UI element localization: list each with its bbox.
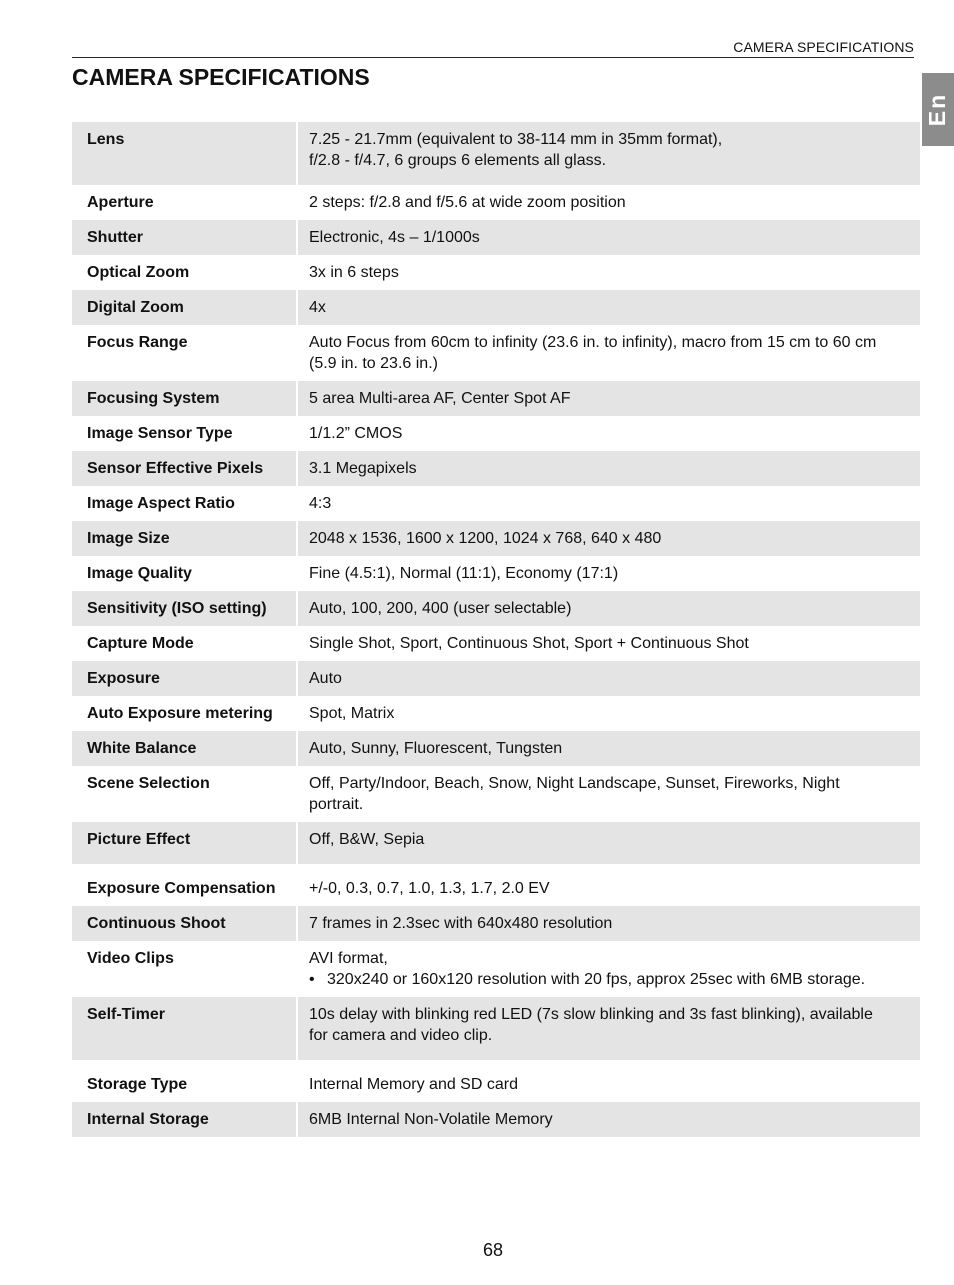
spec-value bbox=[298, 731, 920, 766]
spec-value-line: 1/1.2” CMOS bbox=[309, 425, 403, 442]
spec-value-line: Auto Focus from 60cm to infinity (23.6 in. to infinity), macro from 15 cm to 60 cm bbox=[309, 334, 877, 351]
spec-value-line: f/2.8 - f/4.7, 6 groups 6 elements all glass. bbox=[309, 152, 607, 169]
spec-value-line: for camera and video clip. bbox=[309, 1027, 493, 1044]
spec-value-line: 3x in 6 steps bbox=[309, 264, 399, 281]
spec-value-bullet bbox=[309, 969, 916, 990]
spec-row bbox=[72, 486, 920, 521]
spec-value bbox=[298, 591, 920, 626]
spec-row bbox=[72, 185, 920, 220]
running-header: CAMERA SPECIFICATIONS bbox=[72, 39, 914, 58]
spec-row bbox=[72, 381, 920, 416]
page-number: 68 bbox=[482, 1240, 504, 1260]
spec-row bbox=[72, 122, 920, 185]
spec-value-line: 3.1 Megapixels bbox=[309, 460, 417, 477]
spec-row bbox=[72, 1102, 920, 1137]
spec-value-line: 2048 x 1536, 1600 x 1200, 1024 x 768, 640 x 480 bbox=[309, 530, 662, 547]
spec-row bbox=[72, 220, 920, 255]
spec-row bbox=[72, 906, 920, 941]
spec-value bbox=[298, 416, 920, 451]
spec-value-line: Auto, Sunny, Fluorescent, Tungsten bbox=[309, 740, 563, 757]
spec-value-line: 10s delay with blinking red LED (7s slow blinking and 3s fast blinking), available bbox=[309, 1006, 873, 1023]
spec-value bbox=[298, 290, 920, 325]
spec-value-line: Off, Party/Indoor, Beach, Snow, Night Landscape, Sunset, Fireworks, Night bbox=[309, 775, 840, 792]
spec-value bbox=[298, 185, 920, 220]
spec-label: Picture Effect bbox=[72, 822, 298, 864]
spec-value-line: 2 steps: f/2.8 and f/5.6 at wide zoom position bbox=[309, 194, 626, 211]
spec-value-line: Electronic, 4s – 1/1000s bbox=[309, 229, 480, 246]
spec-value bbox=[298, 556, 920, 591]
spec-row bbox=[72, 255, 920, 290]
spec-value-line: +/-0, 0.3, 0.7, 1.0, 1.3, 1.7, 2.0 EV bbox=[309, 880, 550, 897]
spec-row bbox=[72, 864, 920, 906]
spec-row bbox=[72, 451, 920, 486]
spec-label: Shutter bbox=[72, 220, 298, 255]
spec-label: Self-Timer bbox=[72, 997, 298, 1060]
spec-row bbox=[72, 822, 920, 864]
spec-value-line: portrait. bbox=[309, 796, 364, 813]
spec-value bbox=[298, 1060, 920, 1102]
spec-value bbox=[298, 255, 920, 290]
spec-value-line: 6MB Internal Non-Volatile Memory bbox=[309, 1111, 553, 1128]
spec-row bbox=[72, 731, 920, 766]
bullet-text: 320x240 or 160x120 resolution with 20 fps, approx 25sec with 6MB storage. bbox=[327, 971, 866, 988]
spec-label: Capture Mode bbox=[72, 626, 298, 661]
spec-value bbox=[298, 766, 920, 822]
spec-value-line: Auto bbox=[309, 670, 342, 687]
spec-value-line: Fine (4.5:1), Normal (11:1), Economy (17:1) bbox=[309, 565, 619, 582]
spec-value-line: 4x bbox=[309, 299, 326, 316]
spec-label: Scene Selection bbox=[72, 766, 298, 822]
spec-value bbox=[298, 325, 920, 381]
spec-row bbox=[72, 997, 920, 1060]
spec-label: Lens bbox=[72, 122, 298, 185]
spec-row bbox=[72, 290, 920, 325]
spec-value bbox=[298, 941, 920, 997]
spec-value bbox=[298, 1102, 920, 1137]
spec-label: Internal Storage bbox=[72, 1102, 298, 1137]
spec-value bbox=[298, 822, 920, 864]
spec-table bbox=[72, 122, 920, 1137]
spec-value bbox=[298, 696, 920, 731]
spec-value bbox=[298, 451, 920, 486]
spec-label: Exposure Compensation bbox=[72, 864, 298, 906]
bullet-icon: • bbox=[309, 971, 315, 988]
spec-row bbox=[72, 941, 920, 997]
spec-label: Aperture bbox=[72, 185, 298, 220]
spec-label: Storage Type bbox=[72, 1060, 298, 1102]
spec-value bbox=[298, 661, 920, 696]
spec-label: Auto Exposure metering bbox=[72, 696, 298, 731]
spec-value-line: 7 frames in 2.3sec with 640x480 resolution bbox=[309, 915, 613, 932]
spec-value bbox=[298, 122, 920, 185]
spec-value bbox=[298, 486, 920, 521]
spec-label: Image Quality bbox=[72, 556, 298, 591]
spec-label: Image Sensor Type bbox=[72, 416, 298, 451]
page-title: CAMERA SPECIFICATIONS bbox=[72, 64, 370, 90]
spec-label: Focus Range bbox=[72, 325, 298, 381]
spec-label: Focusing System bbox=[72, 381, 298, 416]
language-tab-label: En bbox=[924, 92, 951, 127]
spec-row bbox=[72, 556, 920, 591]
spec-value bbox=[298, 997, 920, 1060]
spec-label: Sensitivity (ISO setting) bbox=[72, 591, 298, 626]
spec-value bbox=[298, 906, 920, 941]
spec-value-line: Off, B&W, Sepia bbox=[309, 831, 425, 848]
spec-value-line: Auto, 100, 200, 400 (user selectable) bbox=[309, 600, 572, 617]
spec-value-line: Spot, Matrix bbox=[309, 705, 395, 722]
spec-label: Video Clips bbox=[72, 941, 298, 997]
spec-label: Optical Zoom bbox=[72, 255, 298, 290]
spec-row bbox=[72, 766, 920, 822]
spec-value bbox=[298, 220, 920, 255]
spec-value-line: Internal Memory and SD card bbox=[309, 1076, 518, 1093]
spec-label: Digital Zoom bbox=[72, 290, 298, 325]
spec-label: Exposure bbox=[72, 661, 298, 696]
spec-label: Sensor Effective Pixels bbox=[72, 451, 298, 486]
spec-label: Image Aspect Ratio bbox=[72, 486, 298, 521]
spec-row bbox=[72, 521, 920, 556]
spec-row bbox=[72, 661, 920, 696]
spec-value-line: Single Shot, Sport, Continuous Shot, Sport + Continuous Shot bbox=[309, 635, 749, 652]
spec-row bbox=[72, 325, 920, 381]
spec-value bbox=[298, 864, 920, 906]
spec-row bbox=[72, 591, 920, 626]
spec-label: White Balance bbox=[72, 731, 298, 766]
spec-row bbox=[72, 1060, 920, 1102]
spec-row bbox=[72, 626, 920, 661]
spec-value-line: (5.9 in. to 23.6 in.) bbox=[309, 355, 438, 372]
spec-value-line: 5 area Multi-area AF, Center Spot AF bbox=[309, 390, 571, 407]
spec-value bbox=[298, 626, 920, 661]
spec-row bbox=[72, 416, 920, 451]
spec-label: Continuous Shoot bbox=[72, 906, 298, 941]
spec-row bbox=[72, 696, 920, 731]
spec-value bbox=[298, 521, 920, 556]
spec-label: Image Size bbox=[72, 521, 298, 556]
language-tab bbox=[922, 73, 954, 146]
spec-value-line: 7.25 - 21.7mm (equivalent to 38-114 mm in 35mm format), bbox=[309, 131, 723, 148]
spec-value bbox=[298, 381, 920, 416]
spec-value-line: 4:3 bbox=[309, 495, 332, 512]
spec-value-line: AVI format, bbox=[309, 950, 388, 967]
